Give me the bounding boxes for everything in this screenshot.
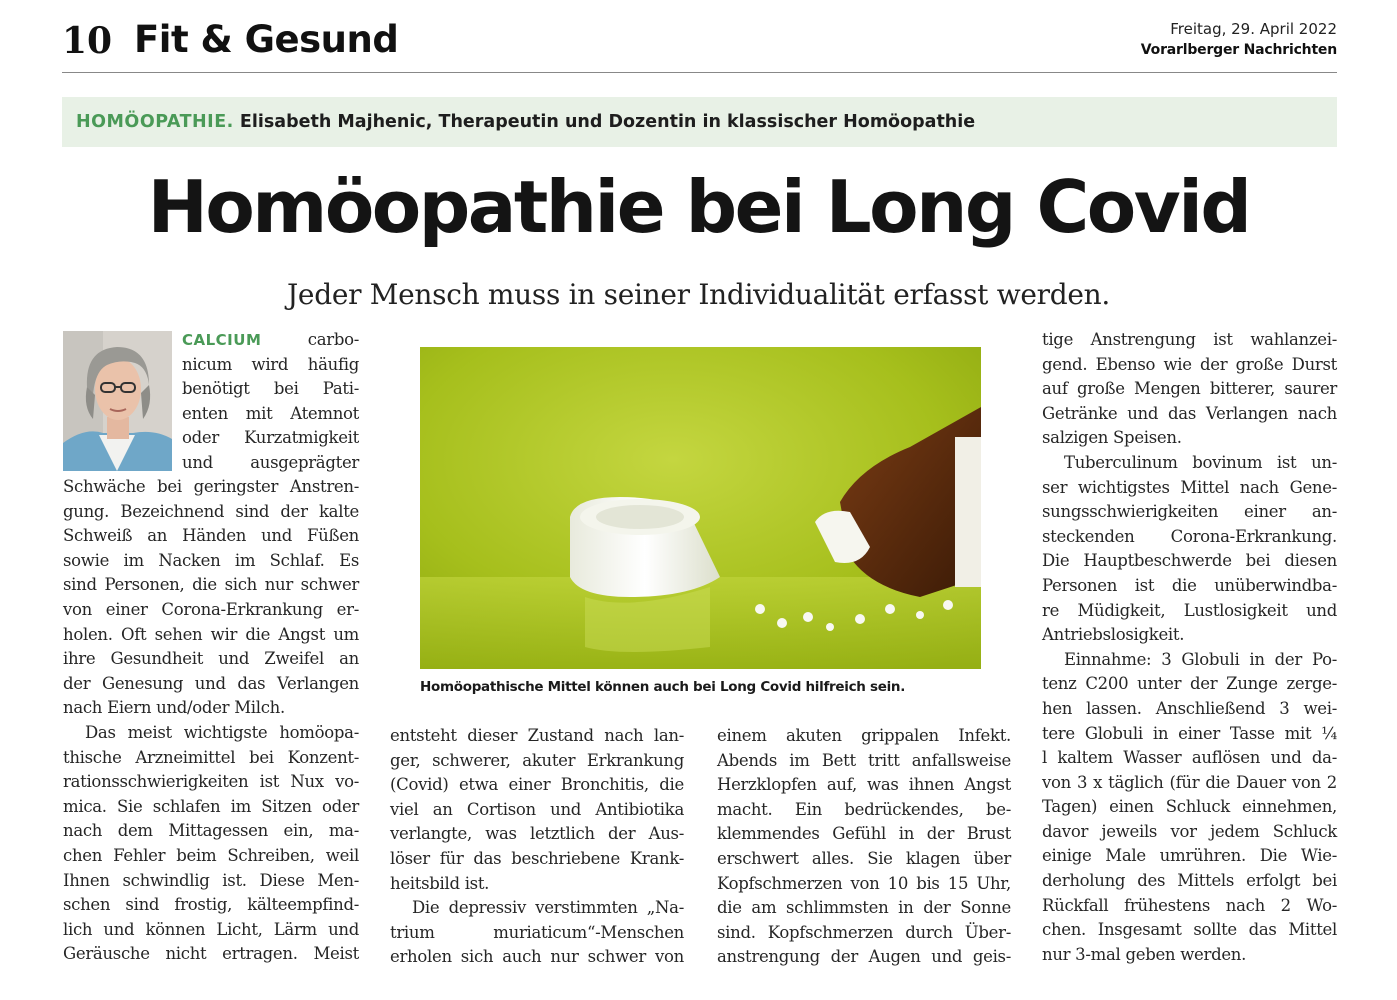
- author-portrait: [63, 331, 172, 471]
- text-line: löser für das beschriebene Krank-: [390, 848, 684, 868]
- text-line: gung. Bezeichnend sind der kalte: [63, 501, 359, 521]
- column-2: [390, 724, 684, 970]
- text-line: klemmendes Gefühl in der Brust: [717, 824, 1011, 844]
- wrap-line: benötigt bei Pati-: [182, 379, 359, 399]
- text-line: Die depressiv verstimmten „Na-: [412, 898, 684, 918]
- text-line: Personen ist die unüberwindba-: [1042, 575, 1337, 595]
- text-line: rationsschwierigkeiten ist Nux vo-: [63, 772, 359, 792]
- text-line: sind. Kopfschmerzen durch Über-: [717, 922, 1011, 942]
- text-line: erschwert alles. Sie klagen über: [717, 848, 1011, 868]
- text-line: ger, schwerer, akuter Erkrankung: [390, 750, 684, 770]
- text-line: viel an Cortison und Antibiotika: [390, 799, 684, 819]
- rubric-bar: [62, 97, 1337, 147]
- text-line: ihre Gesundheit und Zweifel an: [63, 649, 359, 669]
- text-line: der Genesung und das Verlangen: [63, 673, 359, 693]
- text-line: hen lassen. Anschließend 3 wei-: [1042, 698, 1337, 718]
- text-line: Einnahme: 3 Globuli in der Po-: [1064, 649, 1337, 669]
- text-line: heitsbild ist.: [390, 873, 490, 893]
- text-line: tenz C200 unter der Zunge zerge-: [1042, 674, 1337, 694]
- newspaper-name: Vorarlberger Nachrichten: [1140, 42, 1337, 58]
- text-line: nach dem Mittagessen ein, ma-: [63, 821, 359, 841]
- text-line: l kaltem Wasser auflösen und da-: [1042, 748, 1337, 768]
- page-number: 10: [62, 20, 113, 62]
- text-line: tige Anstrengung ist wahlanzei-: [1042, 330, 1337, 349]
- article-headline: Homöopathie bei Long Covid: [147, 165, 1250, 249]
- text-line: re Müdigkeit, Lustlosigkeit und: [1042, 600, 1337, 620]
- text-line: mica. Sie schlafen im Sitzen oder: [63, 796, 359, 816]
- text-line: nach Eiern und/oder Milch.: [63, 698, 285, 718]
- wrap-line: nicum wird häufig: [182, 354, 359, 374]
- text-line: Getränke und das Verlangen nach: [1042, 403, 1337, 423]
- photo-caption: Homöopathische Mittel können auch bei Long Covid hilfreich sein.: [420, 679, 906, 695]
- text-line: sowie im Nacken im Schlaf. Es: [63, 550, 359, 570]
- text-line: schen sind frostig, kälteempfind-: [63, 895, 359, 915]
- article-photo: [420, 347, 981, 669]
- text-line: holen. Oft sehen wir die Angst um: [63, 624, 359, 644]
- author-byline: Elisabeth Majhenic, Therapeutin und Dozentin in klassischer Homöopathie: [239, 112, 976, 132]
- text-line: tere Globuli in einer Tasse mit ¼: [1042, 723, 1337, 743]
- text-line: Die Hauptbeschwerde bei diesen: [1042, 551, 1337, 571]
- text-line: auf große Mengen bitterer, saurer: [1042, 379, 1337, 399]
- text-line: derholung des Mittels erfolgt bei: [1042, 871, 1337, 891]
- text-line: entsteht dieser Zustand nach lan-: [390, 726, 684, 745]
- text-line: einige Male umrühren. Die Wie-: [1042, 846, 1337, 866]
- wrap-line: enten mit Atemnot: [182, 403, 359, 423]
- text-line: Das meist wichtigste homöopa-: [85, 722, 359, 742]
- text-line: einem akuten grippalen Infekt.: [717, 726, 1011, 745]
- text-line: lich und können Licht, Lärm und: [63, 919, 359, 939]
- rubric-topic: HOMÖOPATHIE.: [76, 112, 234, 132]
- text-line: Ihnen schwindlig ist. Diese Men-: [63, 870, 359, 890]
- text-line: verlangte, was letztlich der Aus-: [390, 824, 684, 844]
- text-line: Antriebslosigkeit.: [1042, 625, 1185, 645]
- text-line: sind Personen, die sich nur schwer: [63, 575, 359, 595]
- text-line: salzigen Speisen.: [1042, 428, 1182, 448]
- text-line: anstrengung der Augen und geis-: [717, 947, 1011, 967]
- wrap-line: CALCIUM carbo-: [182, 330, 359, 349]
- wrap-line: oder Kurzatmigkeit: [182, 428, 359, 448]
- text-line: Herzklopfen auf, was ihnen Angst: [717, 775, 1011, 795]
- article-subheadline: Jeder Mensch muss in seiner Individualität erfasst werden.: [287, 278, 1110, 311]
- text-line: Schwäche bei geringster Anstren-: [63, 477, 359, 496]
- text-line: trium muriaticum“-Menschen: [390, 922, 684, 942]
- column-3: [717, 724, 1011, 970]
- text-line: erholen sich auch nur schwer von: [390, 947, 684, 967]
- header-rule: [62, 72, 1337, 73]
- text-line: Rückfall frühestens nach 2 Wo-: [1042, 895, 1337, 915]
- text-line: davor jeweils vor jedem Schluck: [1042, 821, 1337, 841]
- text-line: Tagen) einen Schluck einnehmen,: [1042, 797, 1337, 817]
- text-line: die am schlimmsten in der Sonne: [717, 898, 1011, 918]
- text-line: nur 3-mal geben werden.: [1042, 944, 1247, 964]
- text-line: Schweiß an Händen und Füßen: [63, 526, 359, 546]
- text-line: von 3 x täglich (für die Dauer von 2: [1042, 772, 1337, 792]
- wrap-line: und ausgeprägter: [182, 452, 359, 472]
- text-line: Geräusche nicht ertragen. Meist: [63, 944, 359, 964]
- column-1-wrap: [182, 328, 359, 476]
- text-line: gend. Ebenso wie der große Durst: [1042, 354, 1337, 374]
- lead-word: CALCIUM: [182, 331, 262, 349]
- column-4: [1042, 328, 1337, 967]
- text-line: macht. Ein bedrückendes, be-: [717, 799, 1011, 819]
- text-line: chen. Insgesamt sollte das Mittel: [1042, 920, 1337, 940]
- column-1: [63, 475, 359, 967]
- text-line: Kopfschmerzen von 10 bis 15 Uhr,: [717, 873, 1011, 893]
- text-line: von einer Corona-Erkrankung er-: [63, 599, 359, 619]
- text-line: chen Fehler beim Schreiben, weil: [63, 845, 359, 865]
- text-line: sungsschwierigkeiten einer an-: [1042, 502, 1337, 522]
- text-line: (Covid) etwa einer Bronchitis, die: [390, 775, 684, 795]
- text-line: thische Arzneimittel bei Konzent-: [63, 747, 359, 767]
- text-line: steckenden Corona-Erkrankung.: [1042, 526, 1337, 546]
- text-line: Abends im Bett tritt anfallsweise: [717, 750, 1011, 770]
- section-title: Fit & Gesund: [134, 18, 399, 61]
- text-line: ser wichtigstes Mittel nach Gene-: [1042, 477, 1337, 497]
- issue-date: Freitag, 29. April 2022: [1170, 20, 1337, 38]
- text-line: Tuberculinum bovinum ist un-: [1064, 452, 1337, 472]
